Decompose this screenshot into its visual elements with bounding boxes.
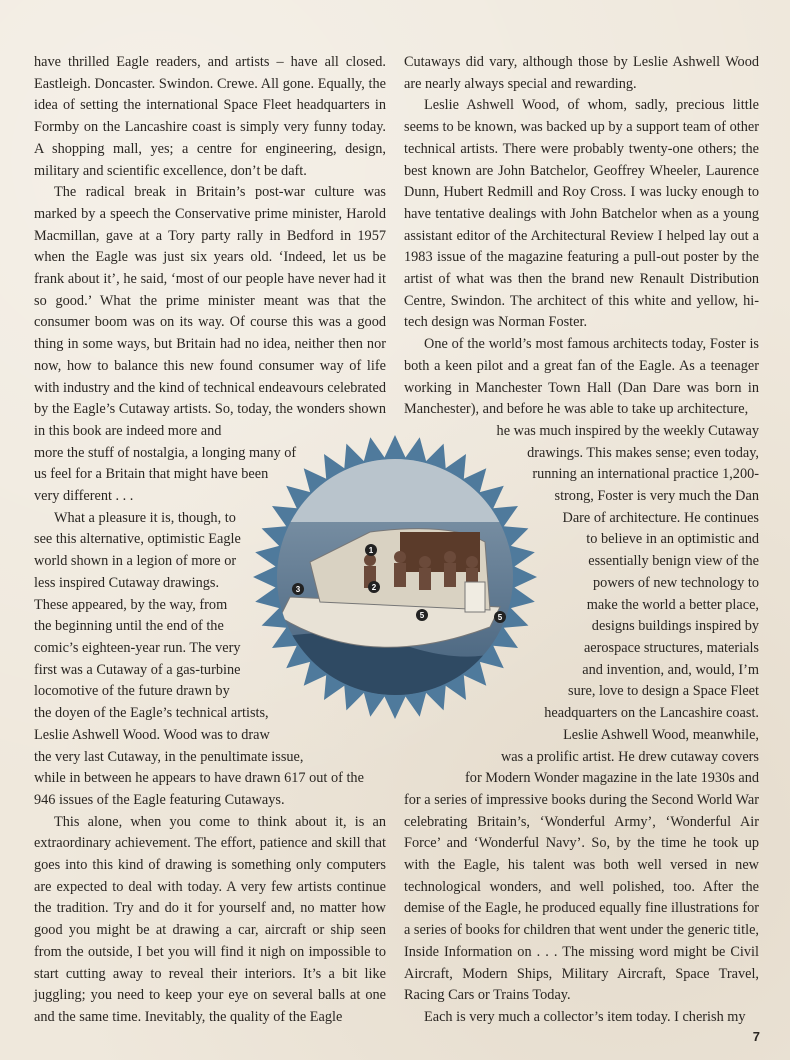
badge-label: 5 [419, 611, 425, 620]
text-line: Leslie Ashwell Wood, meanwhile, [563, 726, 759, 743]
paragraph [34, 182, 386, 442]
text-line: and invention, and, would, I’m [582, 661, 759, 678]
paragraph: Each is very much a collector’s item today. I cherish my [424, 1008, 746, 1025]
text-line: essentially benign view of the [588, 553, 759, 570]
boat-cutaway-illustration [250, 432, 540, 722]
text-line: locomotive of the future drawn by [34, 683, 230, 700]
text-line: drawings. This makes sense; even today, [527, 444, 759, 461]
text-line: the very last Cutaway, in the penultimate issue, [34, 748, 304, 765]
paragraph-text: The radical break in Britain’s post-war culture was marked by a speech the Conservative prime minister, Harold Macmillan, gave at a Tory party rally in Bedford in 1957 when the Eagle was just six years old. ‘Indeed, let us be frank about it’, he said, ‘most of our people have never had it so good.’ What the prime minister meant was that the consumer boom was on its way. Of course this was a good thing in some ways, but Britain had no idea, neither then nor now, how to balance this new found consumer way of life with industry and the kind of technical endeavours celebrated by the Eagle’s Cutaway artists. So, today, the wonders shown in this book are indeed more and [34, 184, 386, 439]
text-line: to believe in an optimistic and [586, 531, 759, 548]
text-line: us feel for a Britain that might have been [34, 466, 269, 483]
text-line: more the stuff of nostalgia, a longing many of [34, 444, 297, 461]
text-line: aerospace structures, materials [583, 639, 759, 656]
text-line: Leslie Ashwell Wood. Wood was to draw [34, 726, 270, 743]
text-line: running an international practice 1,200- [532, 466, 759, 483]
text-line: he was much inspired by the weekly Cutaway [496, 422, 759, 439]
badge-label: 1 [368, 546, 374, 555]
text-line: less inspired Cutaway drawings. [34, 574, 220, 591]
text-line: sure, love to design a Space Fleet [568, 683, 759, 700]
text-line: comic’s eighteen-year run. The very [34, 639, 241, 656]
paragraph: This alone, when you come to think about it, is an extraordinary achievement. The effort, patience and skill that goes into this kind of drawing is something only computers are expected to deal with today. A very few artists continue the tradition. Try and do it for yourself and, no matter how good you might be at drawing a car, aircraft or ship seen from the outside, I bet you will find it nigh on impossible to start cutting away to reveal their interiors. It’s a bit like juggling; you need to keep your eye on several balls at one and the same time. Inevitably, the quality of the Eagle [34, 813, 386, 1025]
paragraph: Leslie Ashwell Wood, of whom, sadly, precious little seems to be known, was backed up by a support team of other technical artists. There were probably twenty-one others; the best known are John Batchelor, Geoffrey Wheeler, Laurence Dunn, Hubert Redmill and Roy Cross. I was lucky enough to have tentative dealings with John Batchelor when as a young assistant editor of the Architectural Review I helped lay out a 1983 issue of the magazine featuring a pull-out poster by the artist of what was then the brand new Renault Distribution Centre, Swindon. The architect of this white and yellow, hi-tech design was Norman Foster. [404, 97, 759, 331]
text-line: the beginning until the end of the [34, 618, 224, 635]
text-line: very different . . . [34, 488, 134, 505]
badge-label: 5 [497, 613, 503, 622]
boat-stern-fitting [465, 582, 485, 612]
paragraph: One of the world’s most famous architects today, Foster is both a keen pilot and a great fan of the Eagle. As a teenager working in Manchester Town Hall (Dan Dare was born in Manchester), and before he was able to take up architecture, [404, 336, 759, 418]
text-line: the doyen of the Eagle’s technical artists, [34, 705, 269, 722]
badge-label: 3 [295, 585, 301, 594]
text-line: headquarters on the Lancashire coast. [544, 705, 759, 722]
text-line: These appeared, by the way, from [34, 596, 228, 613]
text-line: strong, Foster is very much the Dan [554, 488, 759, 505]
text-line: was a prolific artist. He drew cutaway covers [500, 748, 759, 765]
text-line: world shown in a legion of more or [34, 553, 237, 570]
text-line: designs buildings inspired by [591, 618, 759, 635]
text-line: Dare of architecture. He continues [562, 509, 759, 526]
text-line: 946 issues of the Eagle featuring Cutaways. [34, 791, 285, 808]
page-number: 7 [752, 1029, 760, 1044]
paragraph: for a series of impressive books during the Second World War celebrating Britain’s, ‘Wonderful Army’, ‘Wonderful Air Force’ and ‘Wonderful Navy’. So, by the time he took up with the Eagle, his talent was both well versed in new technological wonders, and well polished, too. After the demise of the Eagle, he produced equally fine illustrations for a series of books for children that went under the generic title, Inside Information on . . . The missing word might be Civil Aircraft, Modern Ships, Military Aircraft, Space Travel, Racing Cars or Trains Today. [404, 791, 759, 1004]
text-line: see this alternative, optimistic Eagle [34, 531, 241, 548]
text-line: while in between he appears to have drawn 617 out of the [34, 770, 364, 787]
text-line: What a pleasure it is, though, to [54, 509, 236, 526]
text-line: first was a Cutaway of a gas-turbine [34, 661, 241, 678]
badge-label: 2 [371, 583, 377, 592]
paragraph: Cutaways did vary, although those by Leslie Ashwell Wood are nearly always special and rewarding. [404, 54, 759, 92]
text-line: make the world a better place, [586, 596, 759, 613]
paragraph: have thrilled Eagle readers, and artists – have all closed. Eastleigh. Doncaster. Swindon. Crewe. All gone. Equally, the idea of setting the international Space Fleet headquarters in Formby on the Lancashire coast is simply very funny today. A shopping mall, yes; a centre for engineering, design, military and scientific excellence, don’t be daft. [34, 54, 386, 179]
text-line: powers of new technology to [593, 574, 759, 591]
text-line: for Modern Wonder magazine in the late 1930s and [465, 770, 759, 787]
